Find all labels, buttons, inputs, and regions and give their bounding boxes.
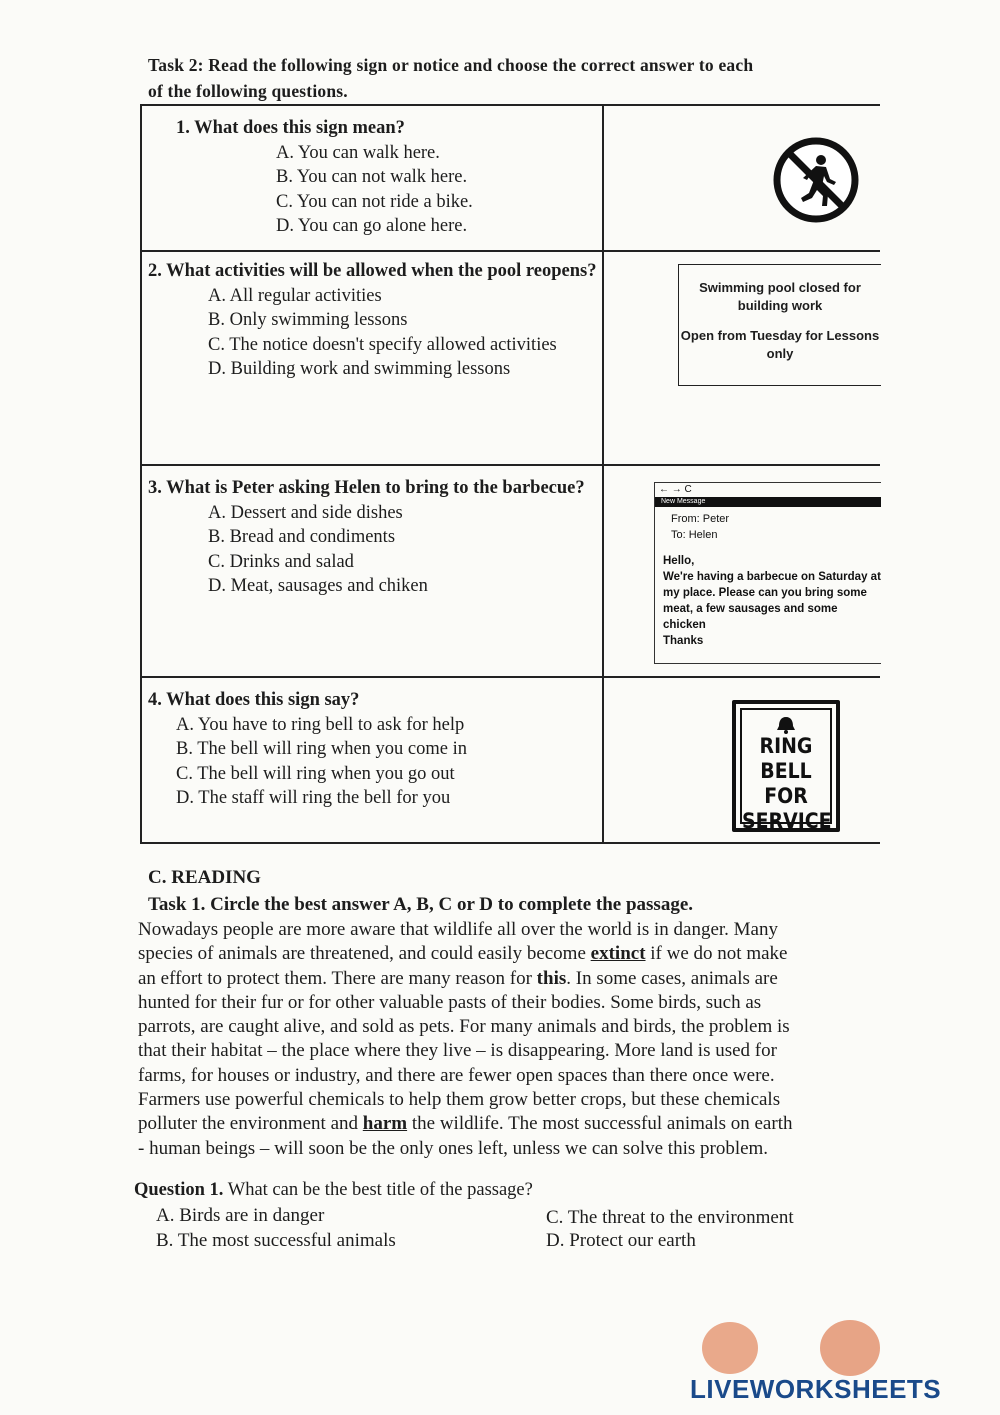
reading-answer-c[interactable]: C. The threat to the environment: [546, 1207, 794, 1228]
passage-line: - human beings – will soon be the only ones left, unless we can solve this problem.: [138, 1137, 769, 1159]
passage-line: farms, for houses or industry, and there are fewer open spaces than there once were.: [138, 1064, 775, 1086]
question-4-stem: 4. What does this sign say?: [148, 690, 360, 710]
question-3-option-a[interactable]: A. Dessert and side dishes: [208, 502, 403, 523]
question-4-option-a[interactable]: A. You have to ring bell to ask for help: [176, 714, 465, 735]
passage-line: polluter the environment and harm the wildlife. The most successful animals on earth: [138, 1113, 793, 1135]
email-body: Hello, We're having a barbecue on Saturday at my place. Please can you bring some meat, a few sausages and some chicken Thanks: [663, 555, 881, 647]
no-walking-sign-icon: [772, 136, 860, 224]
reading-answer-b[interactable]: B. The most successful animals: [156, 1230, 396, 1251]
pool-notice: [678, 264, 881, 386]
reading-section-title: C. READING: [148, 867, 261, 888]
reading-answer-a[interactable]: A. Birds are in danger: [156, 1205, 325, 1226]
table-border-bottom: [140, 842, 880, 844]
task2-title: [148, 52, 888, 104]
question-1: [176, 116, 616, 239]
passage-line: that their habitat – the place where they live – is disappearing. More land is used for: [138, 1040, 777, 1062]
task2-title-line2: of the following questions.: [148, 81, 348, 101]
question-4-option-b[interactable]: B. The bell will ring when you come in: [176, 739, 467, 759]
question-2-option-b[interactable]: B. Only swimming lessons: [208, 310, 408, 330]
pool-notice-line1: Swimming pool closed for building work: [699, 280, 861, 313]
task2-title-line1: Task 2: Read the following sign or notice and choose the correct answer to each: [148, 55, 754, 75]
question-4-option-d[interactable]: D. The staff will ring the bell for you: [176, 788, 451, 808]
question-2-option-c[interactable]: C. The notice doesn't specify allowed activities: [208, 334, 557, 355]
passage-keyword: this: [536, 967, 567, 989]
question-2-option-a[interactable]: A. All regular activities: [208, 285, 382, 306]
passage-keyword: extinct: [590, 943, 646, 965]
ring-bell-sign-line3: SERVICE: [742, 809, 832, 833]
question-1-stem: 1. What does this sign mean?: [176, 118, 405, 138]
questions-table: [140, 104, 880, 844]
bell-icon: [775, 716, 797, 734]
reading-question-1: [134, 1180, 533, 1201]
pool-notice-line2: Open from Tuesday for Lessons only: [680, 328, 880, 361]
table-row-divider: [140, 676, 880, 678]
passage-keyword: harm: [362, 1113, 408, 1135]
reading-task-instructions: Task 1. Circle the best answer A, B, C or D to complete the passage.: [148, 894, 693, 915]
passage-line: species of animals are threatened, and could easily become extinct if we do not make: [138, 943, 788, 965]
table-border-left: [140, 104, 142, 844]
email-to: To: Helen: [671, 529, 718, 541]
question-3-option-d[interactable]: D. Meat, sausages and chiken: [208, 576, 428, 596]
passage-line: Nowadays people are more aware that wildlife all over the world is in danger. Many: [138, 919, 778, 940]
email-message: [654, 482, 881, 664]
passage-line: hunted for their fur or for other valuable pasts of their bodies. Some birds, such as: [138, 991, 762, 1013]
question-4-option-c[interactable]: C. The bell will ring when you go out: [176, 763, 455, 784]
passage-line: Farmers use powerful chemicals to help them grow better crops, but these chemicals: [138, 1089, 781, 1111]
question-2-stem: 2. What activities will be allowed when the pool reopens?: [148, 261, 597, 281]
question-1-option-a[interactable]: A. You can walk here.: [276, 142, 440, 163]
ring-bell-sign-line1: RING: [759, 734, 813, 758]
table-border-top: [140, 104, 880, 106]
reading-answer-d[interactable]: D. Protect our earth: [546, 1230, 696, 1251]
passage-line: an effort to protect them. There are many reason for this. In some cases, animals are: [138, 967, 778, 989]
reading-question-1-text: What can be the best title of the passage?: [223, 1180, 533, 1200]
thumb-fingers-decoration: [700, 1306, 880, 1376]
table-row-divider: [140, 250, 880, 252]
question-1-option-d[interactable]: D. You can go alone here.: [276, 216, 468, 236]
ring-bell-sign: [732, 700, 840, 832]
reading-question-1-label: Question 1.: [134, 1180, 224, 1200]
table-row-divider: [140, 464, 880, 466]
question-3-option-c[interactable]: C. Drinks and salad: [208, 551, 354, 572]
question-2-option-d[interactable]: D. Building work and swimming lessons: [208, 359, 511, 379]
email-header: New Message: [655, 497, 881, 507]
question-3: [148, 476, 600, 599]
email-from: From: Peter: [671, 513, 730, 525]
ring-bell-sign-line2: BELL FOR: [760, 759, 812, 808]
question-1-option-b[interactable]: B. You can not walk here.: [276, 167, 468, 187]
passage-line: parrots, are caught alive, and sold as pets. For many animals and birds, the problem is: [138, 1016, 790, 1038]
liveworksheets-watermark: LIVEWORKSHEETS: [690, 1374, 942, 1404]
question-2: [148, 259, 600, 382]
question-3-option-b[interactable]: B. Bread and condiments: [208, 527, 396, 547]
question-3-stem: 3. What is Peter asking Helen to bring to the barbecue?: [148, 478, 585, 498]
question-4: [148, 688, 600, 811]
question-1-option-c[interactable]: C. You can not ride a bike.: [276, 191, 473, 212]
email-nav-bar: ← → C: [659, 484, 692, 495]
reading-passage: [138, 918, 878, 1161]
